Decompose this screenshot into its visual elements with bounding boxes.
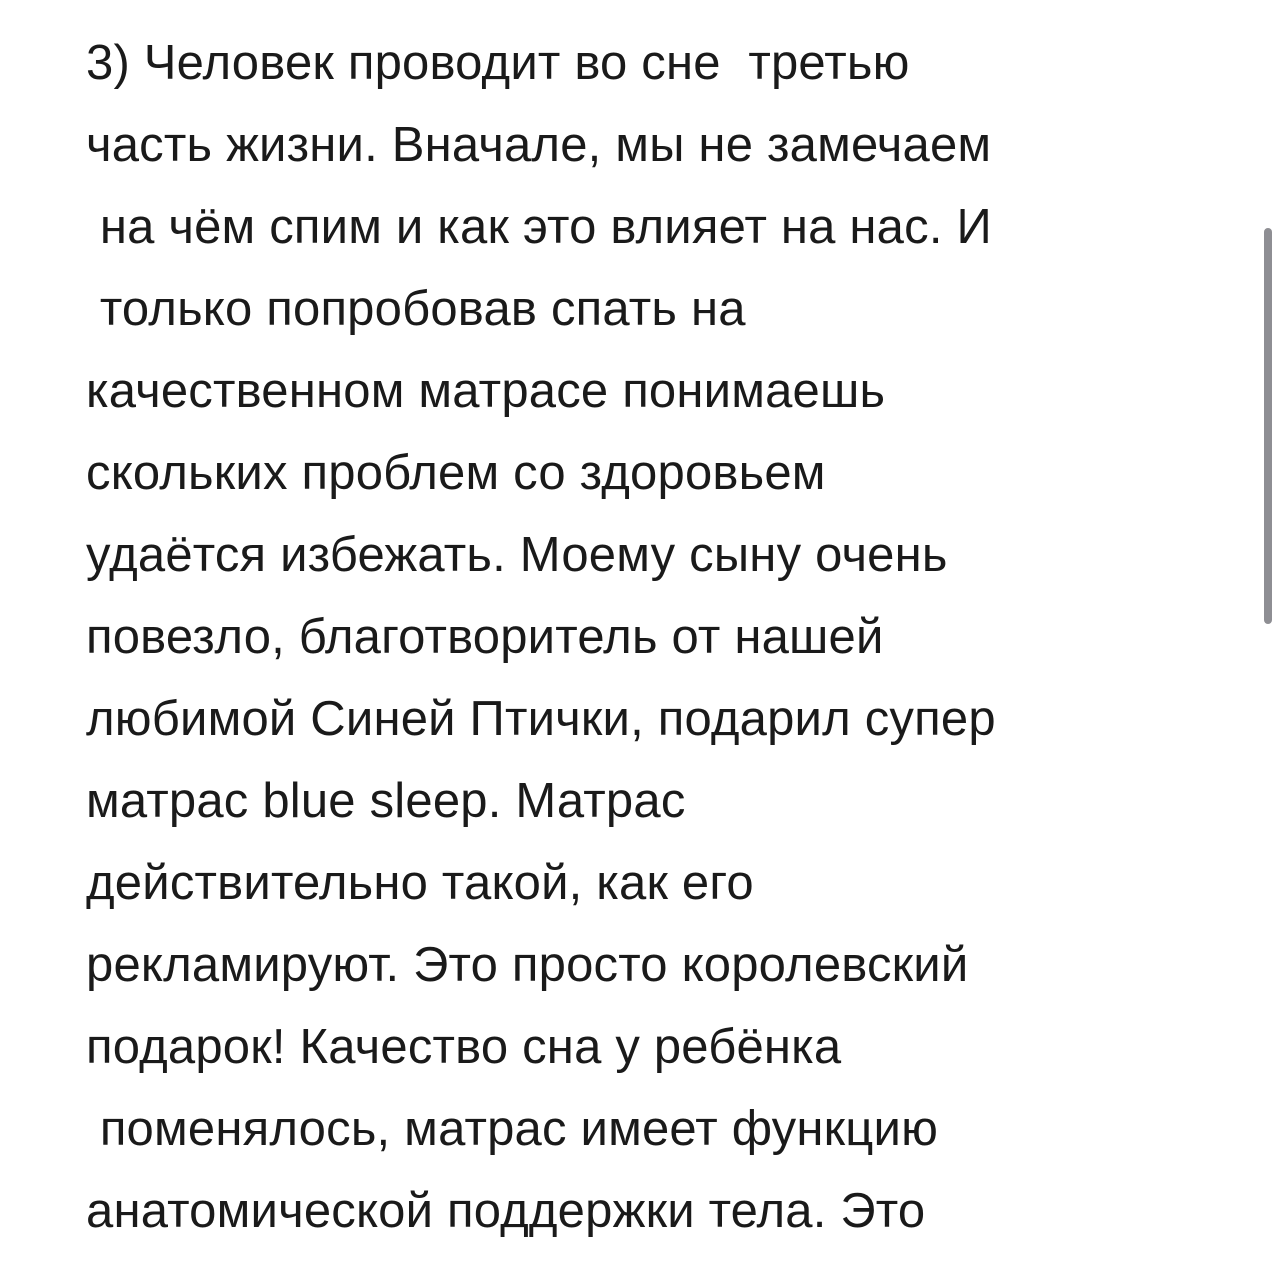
note-line-10: матрас blue sleep. Матрас [86,774,686,828]
note-line-14: поменялось, матрас имеет функцию [86,1102,939,1156]
note-line-2: часть жизни. Вначале, мы не замечаем [86,118,992,172]
scrollbar-thumb[interactable] [1264,228,1272,624]
note-line-15: анатомической поддержки тела. Это [86,1184,926,1238]
vertical-scrollbar[interactable] [1256,0,1280,1280]
note-line-9: любимой Синей Птички, подарил супер [86,692,996,746]
note-line-12: рекламируют. Это просто королевский [86,938,969,992]
note-line-1: 3) Человек проводит во сне третью [86,36,910,90]
note-line-11: действительно такой, как его [86,856,754,910]
note-text-area[interactable] [86,22,1236,1252]
note-line-8: повезло, благотворитель от нашей [86,610,884,664]
note-line-13: подарок! Качество сна у ребёнка [86,1020,842,1074]
note-line-6: скольких проблем со здоровьем [86,446,826,500]
note-line-7: удаётся избежать. Моему сыну очень [86,528,948,582]
note-line-4: только попробовав спать на [86,282,746,336]
note-line-3: на чём спим и как это влияет на нас. И [86,200,992,254]
note-line-5: качественном матрасе понимаешь [86,364,886,418]
